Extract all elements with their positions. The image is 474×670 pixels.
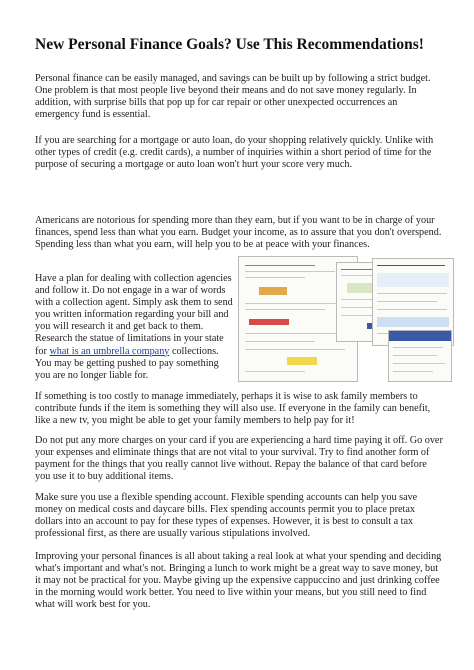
- paragraph-family-funds: If something is too costly to manage immediately, perhaps it is wise to ask family members to contribute funds if the item is something they will also use. If everyone in the family can benefit, like a new tv, you might be able to get your family members to help pay for it!: [35, 391, 431, 427]
- article-title: New Personal Finance Goals? Use This Recommendations!: [35, 36, 424, 53]
- umbrella-company-link[interactable]: what is an umbrella company: [49, 345, 170, 357]
- paragraph-budget: Personal finance can be easily managed, and savings can be built up by following a strict budget. One problem is that most people live beyond their means and do not save money regularly. In addition, with surprise bills that pop up for car repair or other unexpected occurrences an emergency fund is essential.: [35, 73, 431, 121]
- paragraph-spend-less: Americans are notorious for spending more than they earn, but if you want to be in charge of your finances, spend less than what you earn. Budget your income, as to assure that you don't overspend. Spending less than what you earn, will help you to be at peace with your finances.: [35, 215, 442, 251]
- worksheet-collage-image: [238, 256, 452, 382]
- paragraph-collection-agencies: [35, 273, 235, 382]
- worksheet-bottom-right: [388, 330, 452, 382]
- paragraph-card-charges: Do not put any more charges on your card if you are experiencing a hard time paying it off. Go over your expenses and eliminate things that are not vital to your survival. Try to find another form of payment for the things that you really cannot live without. Repay the balance of that card before you use it to buy additional items.: [35, 435, 443, 483]
- paragraph-mortgage: If you are searching for a mortgage or auto loan, do your shopping relatively quickly. Unlike with other types of credit (e.g. credit cards), a number of inquiries within a short period of time for the purpose of securing a mortgage or auto loan won't hurt your score very much.: [35, 135, 434, 171]
- paragraph-collection-text-before: Have a plan for dealing with collection agencies and follow it. Do not engage in a war of words with a collection agent. Simply ask them to send you written information regarding your bill and you will research it and get back to them. Research the statue of limitations in your state for: [35, 273, 233, 357]
- paragraph-flexible-spending: Make sure you use a flexible spending account. Flexible spending accounts can help you save money on medical costs and daycare bills. Flex spending accounts permit you to place pretax dollars into an account to pay for these types of expenses. However, it is best to consult a tax professional first, as there are usually various stipulations involved.: [35, 492, 418, 540]
- paragraph-collection-text-after: collections. You may be getting pushed to pay something you are no longer liable for.: [35, 345, 219, 381]
- paragraph-improving-finances: Improving your personal finances is all about taking a real look at what your spending and deciding what's important and what's not. Bringing a lunch to work might be a great way to save money, but it may not be practical for you. Maybe giving up the expensive cappuccino and just drinking coffee in the morning would work better. You need to live within your means, but you still need to find what will work best for you.: [35, 551, 442, 611]
